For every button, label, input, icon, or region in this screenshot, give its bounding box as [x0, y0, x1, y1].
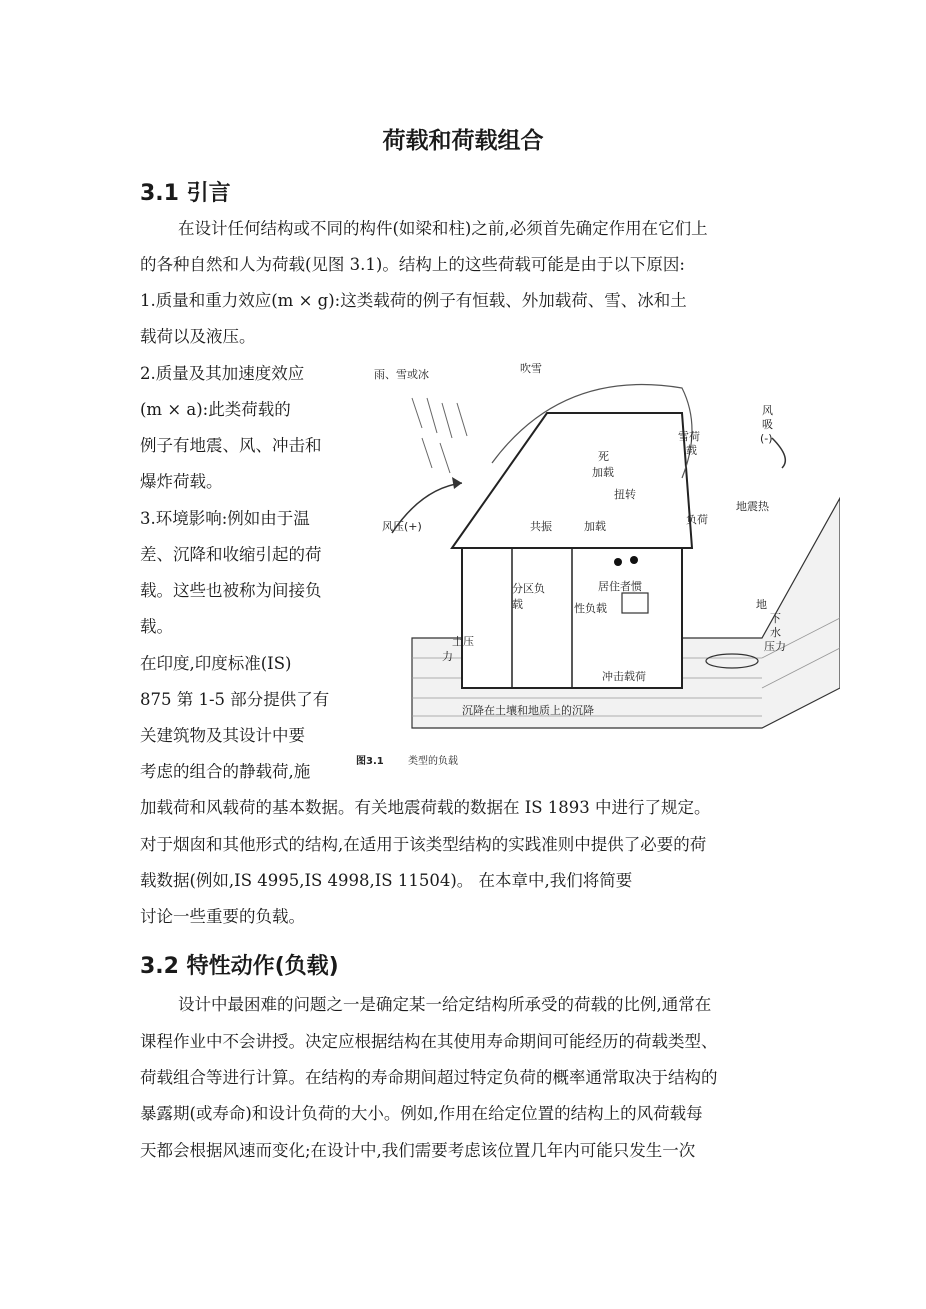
- label-snow: 雪荷: [678, 430, 700, 443]
- paragraph-line: 爆炸荷载。: [140, 472, 223, 491]
- label-zone-load: 分区负: [512, 582, 545, 595]
- label-resonance: 共振: [530, 520, 552, 533]
- paragraph-line: 载。这些也被称为间接负: [140, 581, 322, 600]
- paragraph-line: 载。: [140, 617, 173, 636]
- figure-caption-number: 图3.1: [356, 756, 384, 767]
- label-suction: 风: [762, 404, 773, 417]
- label-dead-load: 死: [598, 450, 609, 463]
- paragraph-line: 2.质量及其加速度效应: [140, 364, 305, 383]
- paragraph-line: 3.环境影响:例如由于温: [140, 509, 310, 528]
- figure-types-of-loads: [352, 358, 840, 778]
- label-zone-load: 载: [512, 598, 523, 611]
- label-dead-load: 加载: [592, 466, 614, 479]
- label-earth-pressure: 力: [442, 650, 453, 663]
- paragraph-line: 关建筑物及其设计中要: [140, 726, 305, 745]
- label-snow: 载: [686, 444, 697, 457]
- paragraph-line: 课程作业中不会讲授。决定应根据结构在其使用寿命期间可能经历的荷载类型、: [140, 1032, 718, 1051]
- label-groundwater: 压力: [764, 640, 786, 653]
- label-occupant: 居住者惯: [598, 580, 642, 593]
- paragraph-line: 例子有地震、风、冲击和: [140, 436, 322, 455]
- person-icon: [614, 558, 622, 566]
- paragraph-line: 在设计任何结构或不同的构件(如梁和柱)之前,必须首先确定作用在它们上: [178, 219, 708, 238]
- label-drift: 吹雪: [520, 362, 542, 375]
- label-wind-pressure: 风压(+): [382, 520, 422, 533]
- person-icon: [630, 556, 638, 564]
- label-impact: 冲击载荷: [602, 670, 646, 683]
- paragraph-line: 1.质量和重力效应(m × g):这类载荷的例子有恒载、外加载荷、雪、冰和土: [140, 291, 687, 310]
- label-suction: 吸: [762, 418, 773, 431]
- paragraph-line: 荷载组合等进行计算。在结构的寿命期间超过特定负荷的概率通常取决于结构的: [140, 1068, 718, 1087]
- paragraph-line: 对于烟囱和其他形式的结构,在适用于该类型结构的实践准则中提供了必要的荷: [140, 835, 707, 854]
- house-roof: [452, 413, 692, 548]
- wind-suction-arrow: [772, 438, 785, 468]
- section-heading-characteristic-actions: 3.2 特性动作(负载): [140, 954, 339, 979]
- page-title: 荷载和荷载组合: [382, 128, 544, 154]
- paragraph-line: 天都会根据风速而变化;在设计中,我们需要考虑该位置几年内可能只发生一次: [140, 1141, 696, 1160]
- label-frost: 地震热: [736, 500, 769, 513]
- label-groundwater: 下: [770, 612, 781, 625]
- paragraph-line: 加载荷和风载荷的基本数据。有关地震荷载的数据在 IS 1893 中进行了规定。: [140, 798, 711, 817]
- label-load: 负荷: [686, 513, 708, 526]
- figure-caption-text: 类型的负载: [408, 756, 458, 767]
- paragraph-line: 的各种自然和人为荷载(见图 3.1)。结构上的这些荷载可能是由于以下原因:: [140, 255, 685, 274]
- label-rain: 雨、雪或冰: [374, 368, 429, 381]
- paragraph-line: (m × a):此类荷载的: [140, 400, 291, 419]
- section-heading-intro: 3.1 引言: [140, 181, 231, 206]
- paragraph-line: 在印度,印度标准(IS): [140, 654, 292, 673]
- label-groundwater: 水: [770, 626, 781, 639]
- paragraph-line: 载荷以及液压。: [140, 327, 256, 346]
- house-load-diagram: [352, 358, 840, 778]
- label-groundwater: 地: [756, 598, 767, 611]
- paragraph-line: 差、沉降和收缩引起的荷: [140, 545, 322, 564]
- paragraph-line: 载数据(例如,IS 4995,IS 4998,IS 11504)。 在本章中,我们将简要: [140, 871, 633, 890]
- paragraph-line: 875 第 1-5 部分提供了有: [140, 690, 330, 709]
- label-suction: (-): [760, 432, 773, 445]
- label-earth-pressure: 土压: [452, 635, 474, 648]
- paragraph-line: 考虑的组合的静载荷,施: [140, 762, 311, 781]
- paragraph-line: 暴露期(或寿命)和设计负荷的大小。例如,作用在给定位置的结构上的风荷载每: [140, 1104, 703, 1123]
- paragraph-line: 设计中最困难的问题之一是确定某一给定结构所承受的荷载的比例,通常在: [178, 995, 712, 1014]
- label-occupant: 性负载: [574, 602, 607, 615]
- paragraph-line: 讨论一些重要的负载。: [140, 907, 305, 926]
- label-loading: 加载: [584, 520, 606, 533]
- rain-streaks: [412, 398, 467, 473]
- label-torsion: 扭转: [614, 488, 636, 501]
- label-settlement: 沉降在土壤和地质上的沉降: [462, 704, 594, 717]
